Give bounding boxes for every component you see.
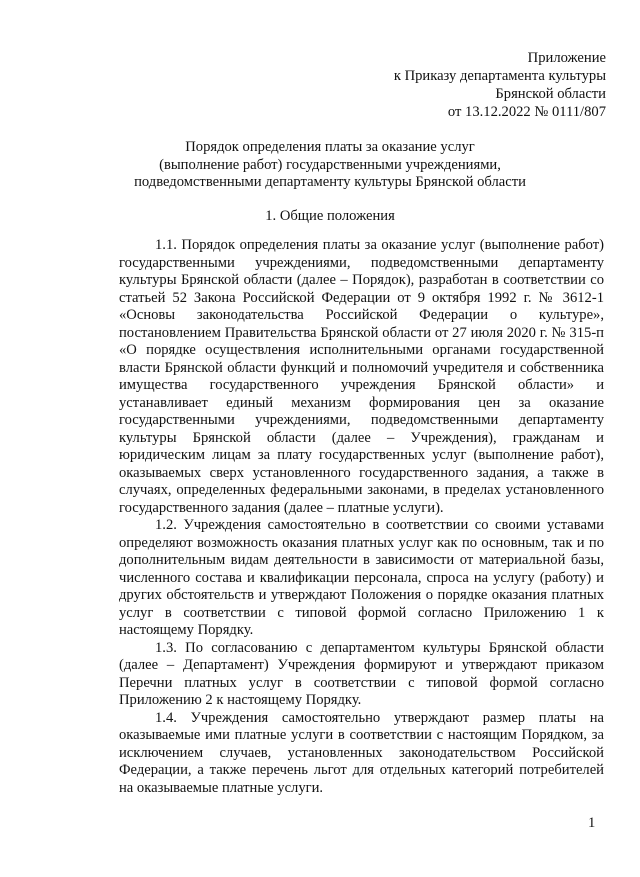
- document-title-line: (выполнение работ) государственными учреждениями,: [159, 156, 501, 173]
- annex-block: [394, 49, 606, 121]
- paragraph-1-4: 1.4. Учреждения самостоятельно утверждают размер платы на оказываемые ими платные услуги в соответствии с настоящим Порядком, за исключением случаев, установленных законодательством Российской Федерации, а также перечень льгот для отдельных категорий потребителей на оказываемые платные услуги.: [119, 709, 604, 796]
- paragraph-1-1: 1.1. Порядок определения платы за оказание услуг (выполнение работ) государственными учреждениями, подведомственными департаменту культуры Брянской области (далее – Порядок), разработан в соответствии со статьей 52 Закона Российской Федерации от 9 октября 1992 г. № 3612-1 «Основы законодательства Российской Федерации о культуре», постановлением Правительства Брянской области от 27 июля 2020 г. № 315-п «О порядке осуществления исполнительными органами государственной власти Брянской области функций и полномочий учредителя и собственника имущества государственного учреждения Брянской области» и устанавливает единый механизм формирования цен за оказание государственными учреждениями, подведомственными департаменту культуры Брянской области (далее – Учреждения), гражданам и юридическим лицам за плату государственных услуг (выполнение работ), оказываемых сверх установленного государственного задания, а также в случаях, определенных федеральными законами, в пределах установленного государственного задания (далее – платные услуги).: [119, 237, 604, 516]
- annex-region: Брянской области: [495, 86, 606, 102]
- annex-date-number: от 13.12.2022 № 0111/807: [447, 104, 606, 120]
- annex-order-reference: к Приказу департамента культуры: [393, 68, 606, 84]
- document-title: [110, 139, 550, 192]
- page-number: 1: [588, 815, 596, 831]
- document-body: [119, 237, 604, 797]
- document-title-line: подведомственными департаменту культуры Брянской области: [134, 174, 526, 190]
- paragraph-1-3: 1.3. По согласованию с департаментом культуры Брянской области (далее – Департамент) Учреждения формируют и утверждают приказом Перечни платных услуг в соответствии с типовой формой согласно Приложению 2 к настоящему Порядку.: [119, 639, 604, 708]
- section-heading: 1. Общие положения: [265, 208, 395, 224]
- paragraph-1-2: 1.2. Учреждения самостоятельно в соответствии со своими уставами определяют возможность оказания платных услуг как по основным, так и по дополнительным видам деятельности в зависимости от материальной базы, численного состава и квалификации персонала, спроса на услугу (работу) и других обстоятельств и утверждают Положения о порядке оказания платных услуг в соответствии с типовой формой согласно Приложению 1 к настоящему Порядку.: [119, 517, 604, 638]
- document-title-line: Порядок определения платы за оказание услуг: [185, 139, 475, 155]
- annex-title: Приложение: [527, 50, 606, 66]
